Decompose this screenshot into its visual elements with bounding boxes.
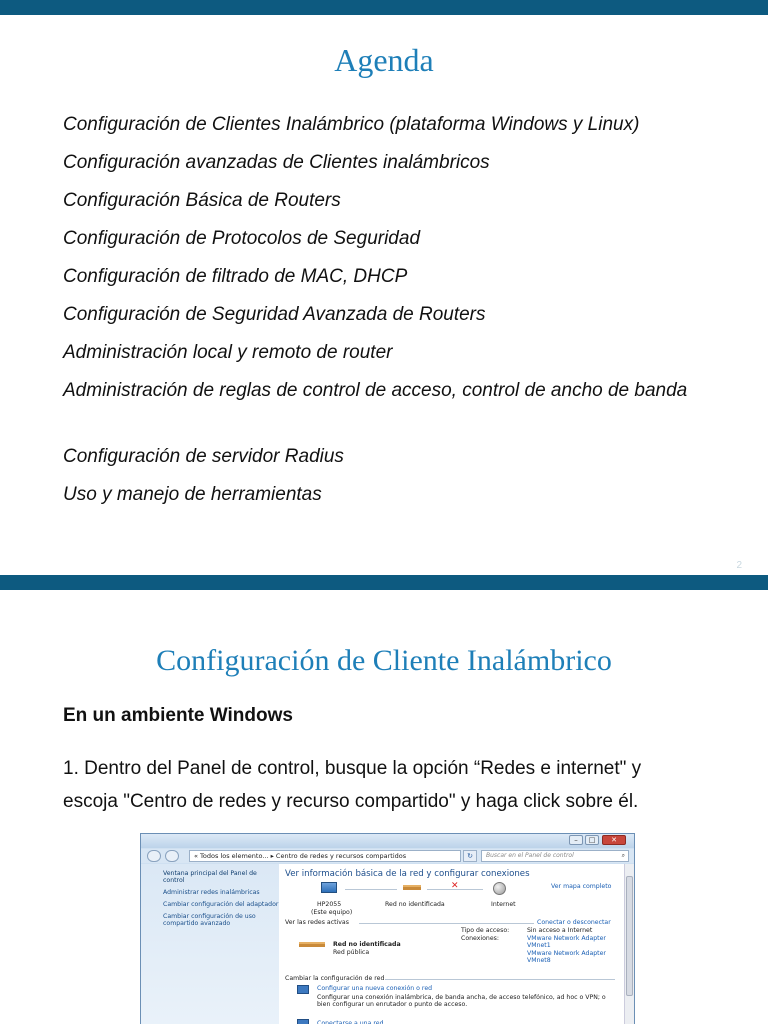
search-input[interactable] [481, 850, 629, 862]
vertical-scrollbar[interactable] [624, 864, 634, 1024]
instruction-line: escoja "Centro de redes y recurso compartido" y haga click sobre él. [63, 791, 639, 812]
setup-connection-link[interactable]: Configurar una nueva conexión o red [317, 985, 433, 992]
active-networks-label: Ver las redes activas [285, 919, 349, 926]
network-heading: Ver información básica de la red y configurar conexiones [285, 869, 530, 879]
internet-globe-icon [493, 882, 506, 895]
forward-icon[interactable] [165, 850, 179, 862]
access-type-value: Sin acceso a Internet [527, 927, 593, 934]
agenda-item: Uso y manejo de herramientas [63, 484, 322, 505]
sidebar-item-wireless[interactable]: Administrar redes inalámbricas [163, 889, 260, 896]
control-panel-sidebar [141, 864, 279, 1024]
pc-name: HP2055 [317, 901, 342, 908]
agenda-item: Configuración de filtrado de MAC, DHCP [63, 266, 408, 287]
network-bench-icon [299, 942, 325, 947]
connect-network-icon [297, 1019, 309, 1024]
network-center-screenshot [140, 833, 635, 1024]
setup-connection-desc: Configurar una conexión inalámbrica, de banda ancha, de acceso telefónico, ad hoc o VPN; o bien configurar un enrutador o punto de acceso. [317, 994, 606, 1008]
no-connection-icon: ✕ [451, 881, 459, 891]
network-type: Red pública [333, 949, 370, 956]
section-divider [385, 979, 615, 980]
agenda-item: Administración de reglas de control de acceso, control de ancho de banda [63, 380, 688, 401]
search-icon: ⌕ [621, 852, 625, 859]
vmnet1-link[interactable]: VMware Network Adapter VMnet1 [527, 935, 606, 949]
network-name: Red no identificada [333, 941, 401, 948]
connect-network-link[interactable]: Conectarse a una red [317, 1020, 384, 1024]
agenda-list [63, 112, 717, 520]
minimize-button[interactable]: – [569, 835, 583, 845]
instruction-line: 1. Dentro del Panel de control, busque la opción “Redes e internet" y [63, 758, 642, 779]
slide2-title: Configuración de Cliente Inalámbrico [156, 644, 612, 677]
computer-icon [321, 882, 337, 893]
agenda-title: Agenda [334, 42, 434, 78]
access-type-label: Tipo de acceso: [461, 927, 510, 934]
change-settings-label: Cambiar la configuración de red [285, 975, 385, 982]
back-icon[interactable] [147, 850, 161, 862]
vmnet8-link[interactable]: VMware Network Adapter VMnet8 [527, 950, 606, 964]
connection-line [345, 889, 397, 890]
slide2-subtitle: En un ambiente Windows [63, 705, 293, 726]
view-map-link[interactable]: Ver mapa completo [551, 883, 612, 890]
sidebar-item-sharing[interactable]: Cambiar configuración de uso compartido avanzado [163, 913, 256, 927]
address-bar-row [141, 849, 634, 863]
connections-label: Conexiones: [461, 935, 499, 942]
slide-divider-bar [0, 575, 768, 590]
instruction-paragraph [63, 752, 723, 818]
scrollbar-thumb[interactable] [626, 876, 633, 996]
agenda-item: Configuración de servidor Radius [63, 446, 344, 467]
section-divider [359, 923, 534, 924]
address-field[interactable]: « Todos los elemento... ▸ Centro de redes y recursos compartidos [189, 850, 461, 862]
page-number: 2 [736, 560, 742, 571]
close-button[interactable]: ✕ [602, 835, 626, 845]
connect-disconnect-link[interactable]: Conectar o desconectar [537, 919, 611, 926]
network-bench-icon [403, 885, 421, 890]
refresh-icon[interactable]: ↻ [463, 850, 477, 862]
search-placeholder: Buscar en el Panel de control [486, 852, 574, 859]
agenda-item: Configuración de Protocolos de Seguridad [63, 228, 421, 249]
new-connection-icon [297, 985, 309, 994]
agenda-item: Administración local y remoto de router [63, 342, 393, 363]
network-map-label: Red no identificada [385, 901, 445, 908]
internet-label: Internet [491, 901, 516, 908]
agenda-item: Configuración de Clientes Inalámbrico (plataforma Windows y Linux) [63, 114, 640, 135]
sidebar-item-adapter[interactable]: Cambiar configuración del adaptador [163, 901, 279, 908]
maximize-button[interactable]: □ [585, 835, 599, 845]
pc-subtitle: (Este equipo) [311, 909, 353, 916]
sidebar-item-home[interactable]: Ventana principal del Panel de control [163, 870, 257, 884]
window-title-bar [141, 834, 634, 848]
network-center-main [279, 864, 624, 1024]
slide-top-bar [0, 0, 768, 15]
agenda-item: Configuración Básica de Routers [63, 190, 341, 211]
agenda-item: Configuración de Seguridad Avanzada de Routers [63, 304, 486, 325]
agenda-item: Configuración avanzadas de Clientes inalámbricos [63, 152, 490, 173]
